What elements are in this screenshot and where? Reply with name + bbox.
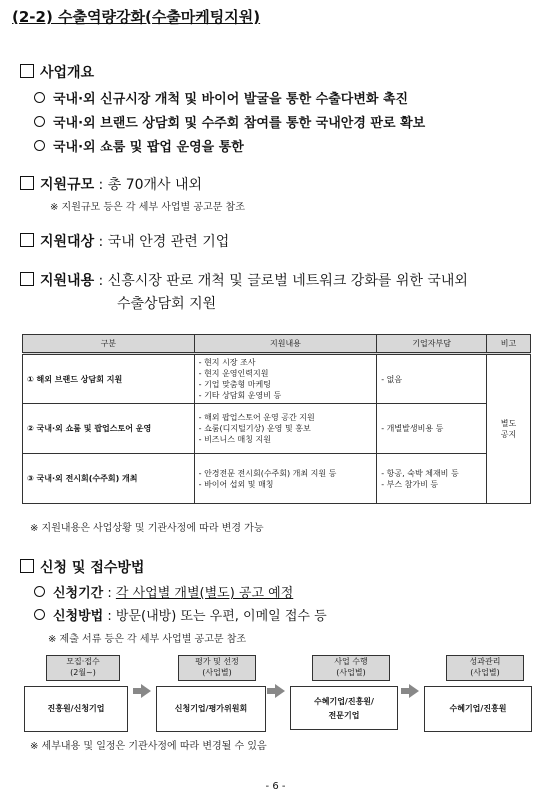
apply-period: 신청기간 : 각 사업별 개별(별도) 공고 예정 [34, 582, 293, 601]
support-table [22, 334, 531, 504]
table-note: ※ 지원내용은 사업상황 및 기관사정에 따라 변경 가능 [30, 523, 264, 534]
section-apply [20, 557, 144, 577]
checkbox-square-icon [20, 64, 34, 78]
table-header: 기업자부담 [377, 335, 487, 354]
flow-step-body: 수혜기업/진흥원 [424, 686, 532, 732]
flow-step-header: 사업 수행 (사업별) [312, 655, 390, 681]
table-header-row [23, 335, 531, 354]
checkbox-square-icon [20, 559, 34, 573]
circle-bullet-icon [34, 116, 45, 127]
section-content: 지원내용 : 신흥시장 판로 개척 및 글로벌 네트워크 강화를 위한 국내외 [20, 270, 468, 290]
table-header: 비고 [487, 335, 531, 354]
flow-step-header: 평가 및 선정 (사업별) [178, 655, 256, 681]
table-header: 지원내용 [194, 335, 377, 354]
table-row [23, 454, 531, 504]
checkbox-square-icon [20, 176, 34, 190]
apply-method: 신청방법 : 방문(내방) 또는 우편, 이메일 접수 등 [34, 605, 327, 624]
arrow-right-icon [409, 684, 419, 698]
section-heading: 지원대상 [40, 234, 95, 250]
overview-bullet: 국내·외 쇼룸 및 팝업 운영을 통한 [34, 136, 244, 155]
section-heading: 신청 및 접수방법 [40, 560, 145, 576]
scale-note: ※ 지원규모 등은 각 세부 사업별 공고문 참조 [50, 202, 245, 213]
table-burden: - 개별발생비용 등 [377, 404, 487, 454]
circle-bullet-icon [34, 609, 45, 620]
flow-step-body: 진흥원/신청기업 [24, 686, 128, 732]
table-row [23, 354, 531, 404]
table-category: ③ 국내·외 전시회(수주회) 개최 [23, 454, 195, 504]
overview-bullet: 국내·외 브랜드 상담회 및 수주회 참여를 통한 국내안경 판로 확보 [34, 112, 425, 131]
flow-step-header: 모집·접수 (2월~) [46, 655, 120, 681]
table-category: ② 국내·외 쇼룸 및 팝업스토어 운영 [23, 404, 195, 454]
circle-bullet-icon [34, 140, 45, 151]
flow-step-body: 수혜기업/진흥원/ 전문기업 [290, 686, 398, 730]
circle-bullet-icon [34, 92, 45, 103]
content-line2: 수출상담회 지원 [117, 296, 217, 312]
page-number: - 6 - [265, 781, 286, 792]
section-heading: 지원내용 [40, 273, 95, 289]
section-overview [20, 62, 94, 82]
table-header: 구분 [23, 335, 195, 354]
circle-bullet-icon [34, 586, 45, 597]
table-items: - 현지 시장 조사 - 현지 운영인력지원 - 기업 맞춤형 마케팅 - 기타 상담회 운영비 등 [194, 354, 377, 404]
checkbox-square-icon [20, 233, 34, 247]
table-remark: 별도 공지 [487, 354, 531, 504]
section-heading: 사업개요 [40, 65, 95, 81]
arrow-right-icon [141, 684, 151, 698]
checkbox-square-icon [20, 272, 34, 286]
table-burden: - 항공, 숙박 체재비 등 - 부스 참가비 등 [377, 454, 487, 504]
table-burden: - 없음 [377, 354, 487, 404]
section-scale: 지원규모 : 총 70개사 내외 [20, 174, 202, 194]
table-items: - 해외 팝업스토어 운영 공간 지원 - 쇼룸(디지털기상) 운영 및 홍보 - 비즈니스 매칭 지원 [194, 404, 377, 454]
page-title: (2-2) 수출역량강화(수출마케팅지원) [12, 8, 261, 26]
apply-note: ※ 제출 서류 등은 각 세부 사업별 공고문 참조 [48, 634, 247, 645]
section-target: 지원대상 : 국내 안경 관련 기업 [20, 231, 229, 251]
table-items: - 안경전문 전시회(수주회) 개최 지원 등 - 바이어 섭외 및 매칭 [194, 454, 377, 504]
arrow-right-icon [275, 684, 285, 698]
table-row [23, 404, 531, 454]
overview-bullet: 국내·외 신규시장 개척 및 바이어 발굴을 통한 수출다변화 촉진 [34, 88, 408, 107]
flow-step-body: 신청기업/평가위원회 [156, 686, 266, 732]
table-category: ① 해외 브랜드 상담회 지원 [23, 354, 195, 404]
section-heading: 지원규모 [40, 177, 95, 193]
flow-step-header: 성과관리 (사업별) [446, 655, 524, 681]
flow-note: ※ 세부내용 및 일정은 기관사정에 따라 변경될 수 있음 [30, 741, 267, 752]
